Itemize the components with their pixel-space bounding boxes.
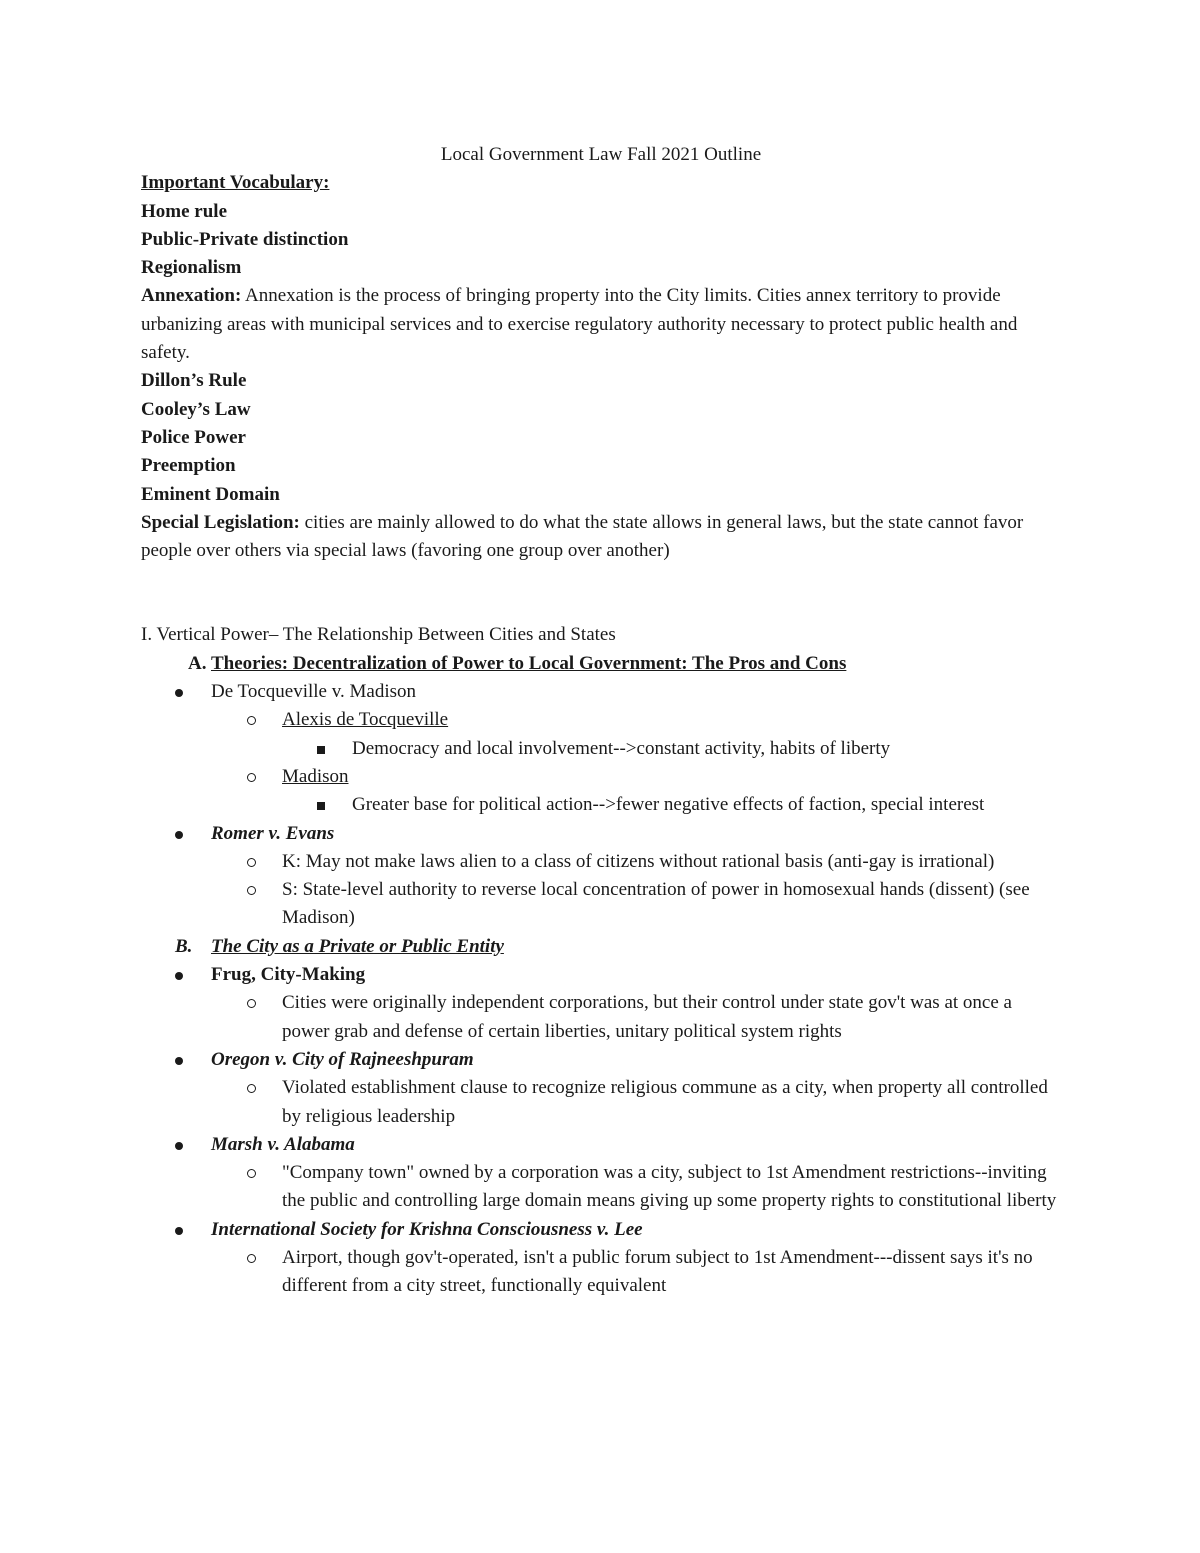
list-marker-b: B. [175,935,193,957]
list-item: "Company town" owned by a corporation was a city, subject to 1st Amendment restrictions--inviting the public and controlling large domain means giving up some property rights to constitutional liberty [141,1159,1061,1216]
list-item: De Tocqueville v. Madison [141,678,1061,706]
bullet-icon [175,1057,183,1065]
square-bullet-icon [317,746,325,754]
vocab-police-power: Police Power [141,426,246,448]
vocab-special-legislation: Special Legislation: cities are mainly allowed to do what the state allows in general laws, but the state cannot favor people over others via special laws (favoring one group over another) [141,511,1024,562]
list-item: Greater base for political action-->fewer negative effects of faction, special interest [141,791,1061,819]
vocab-heading: Important Vocabulary: [141,172,330,194]
hollow-bullet-icon [247,773,256,782]
bullet-icon [175,689,183,697]
list-item: Madison [141,763,1061,791]
bullet-icon [175,1227,183,1235]
hollow-bullet-icon [247,999,256,1008]
hollow-bullet-icon [247,1084,256,1093]
list-marker-a: A. [188,652,207,674]
list-item: Marsh v. Alabama [141,1131,1061,1159]
section-heading: I. Vertical Power– The Relationship Between Cities and States [141,624,616,646]
subsection-b [141,933,1061,961]
spacer [141,565,1061,621]
list-item: Frug, City-Making [141,961,1061,989]
hollow-bullet-icon [247,1169,256,1178]
subsection-a [141,650,1061,678]
document-body [141,141,1061,1301]
hollow-bullet-icon [247,886,256,895]
list-item: Cities were originally independent corporations, but their control under state gov't was at once a power grab and defense of certain liberties, unitary political system rights [141,989,1061,1046]
list-item: Airport, though gov't-operated, isn't a public forum subject to 1st Amendment---dissent says it's no different from a city street, functionally equivalent [141,1244,1061,1301]
vocab-annexation: Annexation: Annexation is the process of bringing property into the City limits. Cities annex territory to provide urbanizing areas with municipal services and to exercise regulatory authority necessary to protect public health and safety. [141,285,1018,364]
list-item: S: State-level authority to reverse local concentration of power in homosexual hands (dissent) (see Madison) [141,876,1061,933]
subsection-a-heading: Theories: Decentralization of Power to Local Government: The Pros and Cons [211,652,847,674]
list-item: K: May not make laws alien to a class of citizens without rational basis (anti-gay is irrational) [141,848,1061,876]
vocab-eminent-domain: Eminent Domain [141,483,280,505]
vocab-home-rule: Home rule [141,200,228,222]
bullet-icon [175,972,183,980]
vocab-dillon: Dillon’s Rule [141,370,247,392]
document-title: Local Government Law Fall 2021 Outline [440,144,762,165]
list-item: Oregon v. City of Rajneeshpuram [141,1046,1061,1074]
hollow-bullet-icon [247,858,256,867]
bullet-icon [175,1142,183,1150]
vocab-public-private: Public-Private distinction [141,228,349,250]
list-item: Democracy and local involvement-->constant activity, habits of liberty [141,735,1061,763]
list-item: Alexis de Tocqueville [141,706,1061,734]
square-bullet-icon [317,802,325,810]
list-item: Romer v. Evans [141,820,1061,848]
vocab-regionalism: Regionalism [141,257,242,279]
vocab-preemption: Preemption [141,455,236,477]
list-item: Violated establishment clause to recognize religious commune as a city, when property all controlled by religious leadership [141,1074,1061,1131]
vocab-cooley: Cooley’s Law [141,398,251,420]
hollow-bullet-icon [247,1254,256,1263]
list-item: International Society for Krishna Consciousness v. Lee [141,1216,1061,1244]
hollow-bullet-icon [247,716,256,725]
bullet-icon [175,831,183,839]
subsection-b-heading: The City as a Private or Public Entity [211,935,504,957]
